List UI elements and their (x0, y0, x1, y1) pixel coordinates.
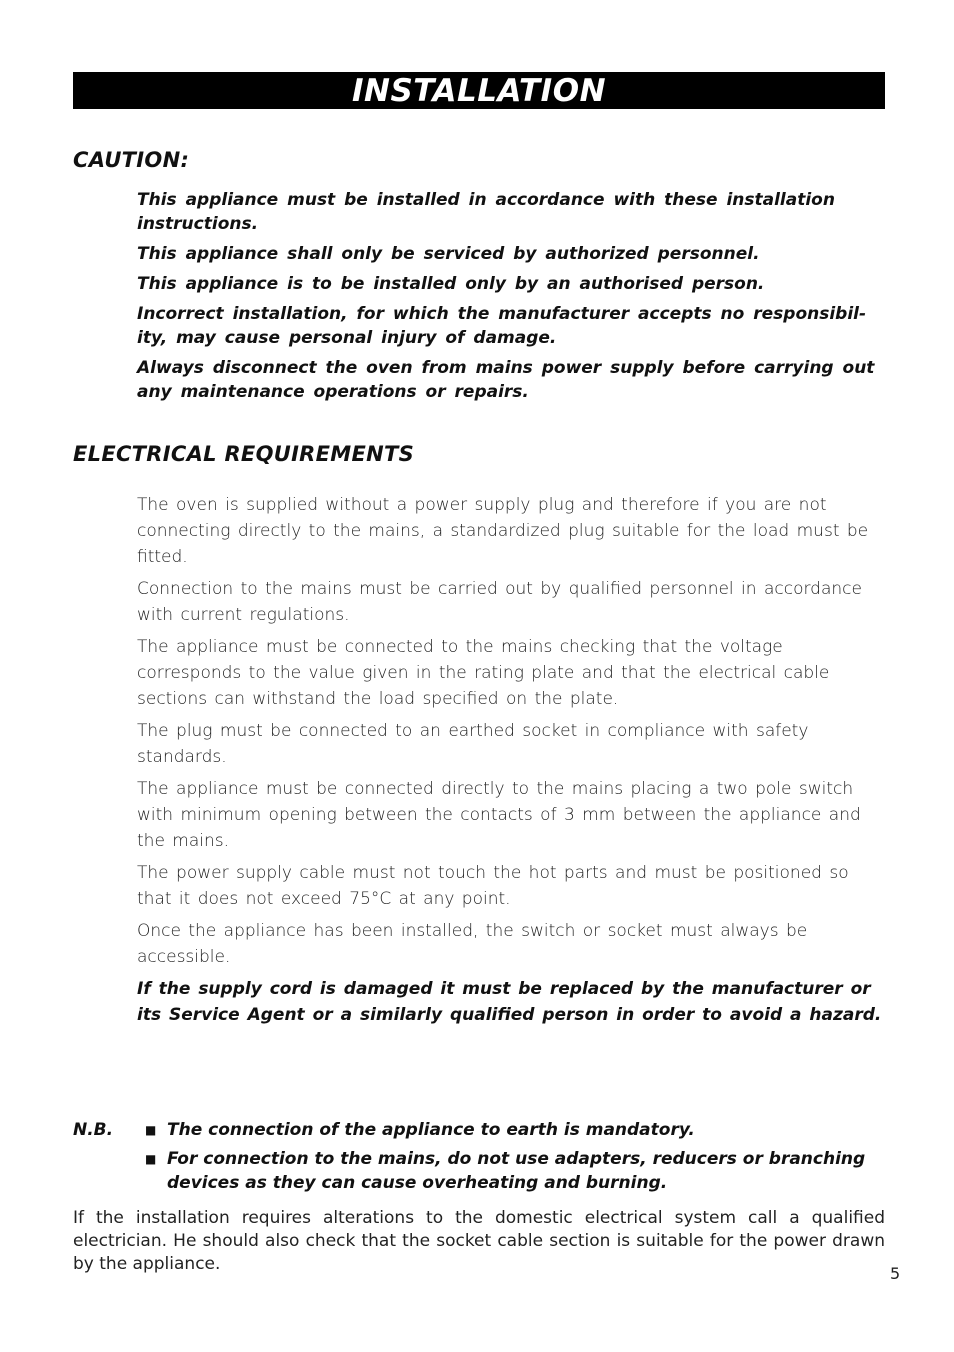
electrical-paragraph: Connection to the mains must be carried out by qualified personnel in accordance with current regulations. (137, 579, 862, 625)
footer-paragraph: If the installation requires alterations to the domestic electrical system call a qualified electrician. He should also check that the socket cable section is suitable for the power drawn by the appliance. (73, 1208, 885, 1274)
electrical-heading: ELECTRICAL REQUIREMENTS (73, 442, 415, 466)
square-bullet-icon: ■ (145, 1152, 157, 1166)
nb-item-text: The connection of the appliance to earth is mandatory. (167, 1120, 695, 1140)
caution-item: Always disconnect the oven from mains power supply before carrying out any maintenance operations or repairs. (137, 358, 875, 402)
square-bullet-icon: ■ (145, 1123, 157, 1137)
nb-list (145, 1118, 885, 1200)
caution-item: This appliance is to be installed only by an authorised person. (137, 274, 765, 294)
electrical-paragraph: The appliance must be connected directly to the mains placing a two pole switch with minimum opening between the contacts of 3 mm between the appliance and the mains. (137, 779, 861, 851)
nb-item (145, 1118, 885, 1142)
page-title: INSTALLATION (351, 72, 607, 109)
caution-item: Incorrect installation, for which the manufacturer accepts no responsibil-ity, may cause personal injury of damage. (137, 304, 867, 348)
caution-list (137, 188, 882, 410)
nb-item (145, 1147, 885, 1195)
electrical-paragraph: The power supply cable must not touch the hot parts and must be positioned so that it does not exceed 75°C at any point. (137, 863, 849, 909)
supply-cord-warning: If the supply cord is damaged it must be replaced by the manufacturer or its Service Agent or a similarly qualified person in order to avoid a hazard. (137, 979, 882, 1025)
electrical-paragraph: The oven is supplied without a power supply plug and therefore if you are not connecting directly to the mains, a standardized plug suitable for the load must be fitted. (137, 495, 869, 567)
electrical-requirements (137, 492, 882, 1034)
electrical-paragraph: The appliance must be connected to the mains checking that the voltage corresponds to the value given in the rating plate and that the electrical cable sections can withstand the load specified on the plate. (137, 637, 830, 709)
nb-label: N.B. (73, 1120, 114, 1140)
title-banner (73, 72, 885, 109)
caution-item: This appliance must be installed in accordance with these installation instructions. (137, 190, 835, 234)
page-number: 5 (890, 1264, 901, 1283)
nb-item-text: For connection to the mains, do not use adapters, reducers or branching devices as they can cause overheating and burning. (167, 1149, 866, 1193)
caution-item: This appliance shall only be serviced by authorized personnel. (137, 244, 760, 264)
electrical-paragraph: The plug must be connected to an earthed socket in compliance with safety standards. (137, 721, 809, 767)
caution-heading: CAUTION: (73, 148, 190, 172)
electrical-paragraph: Once the appliance has been installed, the switch or socket must always be accessible. (137, 921, 808, 967)
